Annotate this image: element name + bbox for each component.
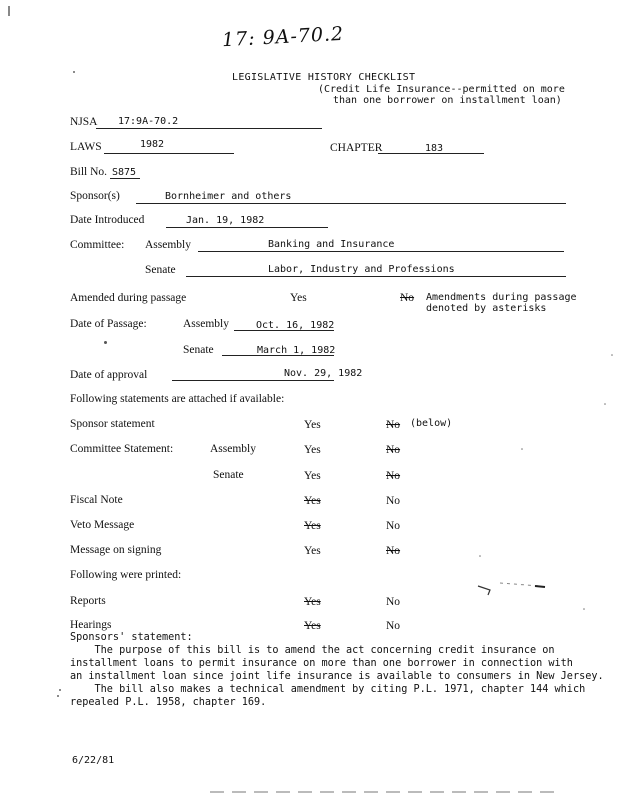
sponsors-statement-heading: Sponsors' statement: xyxy=(70,632,193,643)
committee-statement-label: Committee Statement: xyxy=(70,443,174,455)
printed-heading: Following were printed: xyxy=(70,569,182,581)
approval-value: Nov. 29, 1982 xyxy=(284,368,363,379)
passage-senate-value: March 1, 1982 xyxy=(257,345,336,356)
veto-message-label: Veto Message xyxy=(70,519,135,531)
date-introduced-label: Date Introduced xyxy=(70,214,145,226)
sponsors-label: Sponsor(s) xyxy=(70,190,120,202)
hearings-yes: Yes xyxy=(304,620,321,632)
amended-note-line-1: Amendments during passage xyxy=(426,292,577,303)
committee-statement-senate: Senate xyxy=(213,469,244,481)
laws-label: LAWS xyxy=(70,141,102,153)
committee-statement-assembly-no: No xyxy=(386,444,401,456)
passage-assembly-label: Assembly xyxy=(183,318,229,330)
sponsor-statement-note: (below) xyxy=(410,418,453,429)
committee-senate-value: Labor, Industry and Professions xyxy=(268,264,455,275)
subtitle-line-2: than one borrower on installment loan) xyxy=(333,95,562,106)
njsa-label: NJSA xyxy=(70,116,98,128)
veto-message-no: No xyxy=(386,520,401,532)
message-signing-label: Message on signing xyxy=(70,544,162,556)
attached-heading: Following statements are attached if available: xyxy=(70,393,285,405)
sponsor-statement-label: Sponsor statement xyxy=(70,418,155,430)
passage-senate-label: Senate xyxy=(183,344,214,356)
sponsors-statement-line-4: The bill also makes a technical amendment by citing P.L. 1971, chapter 144 which xyxy=(70,684,586,695)
sponsors-statement-line-5: repealed P.L. 1958, chapter 169. xyxy=(70,697,267,708)
committee-senate-label: Senate xyxy=(145,264,176,276)
committee-statement-assembly: Assembly xyxy=(210,443,256,455)
amended-no: No xyxy=(400,292,415,304)
sponsors-value: Bornheimer and others xyxy=(165,191,292,202)
fiscal-note-label: Fiscal Note xyxy=(70,494,123,506)
footer-date: 6/22/81 xyxy=(72,755,115,766)
njsa-value: 17:9A-70.2 xyxy=(118,116,179,127)
sponsor-statement-yes: Yes xyxy=(304,419,321,431)
passage-label: Date of Passage: xyxy=(70,318,147,330)
veto-message-yes: Yes xyxy=(304,520,321,532)
chapter-value: 183 xyxy=(425,143,444,154)
handwritten-reference: 17: 9A-70.2 xyxy=(221,22,345,52)
sponsors-statement-line-1: The purpose of this bill is to amend the act concerning credit insurance on xyxy=(70,645,555,656)
committee-label: Committee: xyxy=(70,239,125,251)
sponsors-statement-line-2: installment loans to permit insurance on more than one borrower in connection with xyxy=(70,658,573,669)
message-signing-yes: Yes xyxy=(304,545,321,557)
document-title: LEGISLATIVE HISTORY CHECKLIST xyxy=(232,72,416,83)
amended-yes: Yes xyxy=(290,292,307,304)
amended-note-line-2: denoted by asterisks xyxy=(426,303,547,314)
committee-statement-senate-yes: Yes xyxy=(304,470,321,482)
approval-label: Date of approval xyxy=(70,369,148,381)
chapter-label: CHAPTER xyxy=(330,142,383,154)
bill-value: S875 xyxy=(112,167,137,178)
message-signing-no: No xyxy=(386,545,401,557)
fiscal-note-yes: Yes xyxy=(304,495,321,507)
fiscal-note-no: No xyxy=(386,495,401,507)
reports-no: No xyxy=(386,596,401,608)
laws-value: 1982 xyxy=(140,139,165,150)
committee-assembly-label: Assembly xyxy=(145,239,191,251)
hearings-no: No xyxy=(386,620,401,632)
amended-label: Amended during passage xyxy=(70,292,187,304)
hearings-label: Hearings xyxy=(70,619,112,631)
committee-statement-assembly-yes: Yes xyxy=(304,444,321,456)
passage-assembly-value: Oct. 16, 1982 xyxy=(256,320,335,331)
sponsors-statement-line-3: an installment loan since joint life insurance is available to consumers in New Jersey. xyxy=(70,671,604,682)
reports-label: Reports xyxy=(70,595,106,607)
committee-statement-senate-no: No xyxy=(386,470,401,482)
committee-assembly-value: Banking and Insurance xyxy=(268,239,395,250)
bill-label: Bill No. xyxy=(70,166,108,178)
sponsor-statement-no: No xyxy=(386,419,401,431)
date-introduced-value: Jan. 19, 1982 xyxy=(186,215,265,226)
subtitle-line-1: (Credit Life Insurance--permitted on more xyxy=(318,84,565,95)
reports-yes: Yes xyxy=(304,596,321,608)
